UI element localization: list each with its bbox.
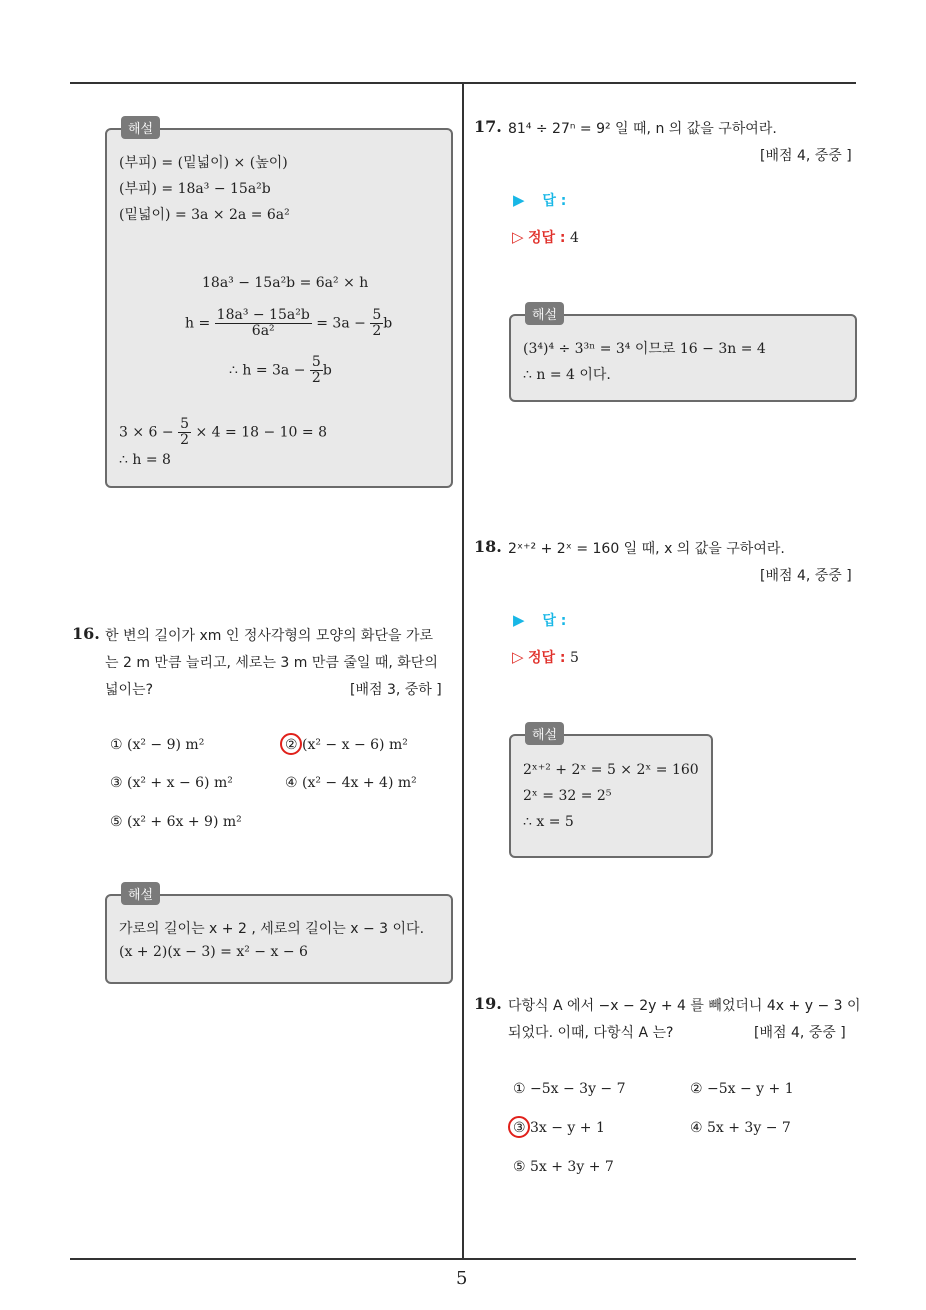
q19-text-line2: 되었다. 이때, 다항식 A 는? [508, 1025, 674, 1041]
page-number: 5 [456, 1268, 468, 1289]
eq4-tail: × 4 = 18 − 10 = 8 [195, 424, 327, 441]
outline-play-icon: ▷ [512, 228, 524, 246]
eq2-denominator: 6a² [251, 323, 275, 339]
eq3-den: 2 [311, 370, 321, 386]
q16-option-4[interactable]: ④ (x² − 4x + 4) m² [285, 775, 417, 791]
q15-expl-eq1: 18a³ − 15a²b = 6a² × h [202, 275, 369, 291]
eq2-fraction [215, 308, 312, 339]
q16-expl-line2: (x + 2)(x − 3) = x² − x − 6 [119, 944, 308, 960]
q16-option-2[interactable]: ② (x² − x − 6) m² [285, 737, 408, 753]
q19-option-5[interactable]: ⑤ 5x + 3y + 7 [513, 1159, 614, 1175]
eq4-num: 5 [180, 416, 190, 432]
explanation-tab: 해설 [121, 882, 160, 905]
outline-play-icon: ▷ [512, 648, 524, 666]
answer-label: 답 : [542, 613, 567, 629]
q18-expl-line3: ∴ x = 5 [523, 814, 574, 830]
q17-expl-line1: (3⁴)⁴ ÷ 3³ⁿ = 3⁴ 이므로 16 − 3n = 4 [523, 341, 766, 357]
eq4-lhs: 3 × 6 − [119, 424, 174, 441]
eq2-mid: = 3a − [316, 315, 366, 332]
eq3-num: 5 [311, 354, 321, 370]
q16-text-line1: 한 변의 길이가 xm 인 정사각형의 모양의 화단을 가로 [105, 628, 434, 644]
explanation-tab: 해설 [525, 722, 564, 745]
q15-explanation-box [105, 122, 453, 488]
q17-correct-value: 4 [569, 230, 579, 246]
q17-number: 17. [474, 117, 502, 136]
explanation-tab: 해설 [525, 302, 564, 325]
correct-label: 정답 : [528, 650, 566, 666]
explanation-tab: 해설 [121, 116, 160, 139]
eq2-small-num: 5 [372, 307, 382, 323]
eq2-lhs: h = [185, 315, 211, 332]
play-icon: ▶ [513, 611, 525, 629]
q18-text: 2ˣ⁺² + 2ˣ = 160 일 때, x 의 값을 구하여라. [508, 541, 785, 557]
q18-expl-line1: 2ˣ⁺² + 2ˣ = 5 × 2ˣ = 160 [523, 762, 699, 778]
column-divider [462, 82, 464, 1260]
eq2-tail: b [383, 315, 393, 332]
q16-option-3[interactable]: ③ (x² + x − 6) m² [110, 775, 233, 791]
q16-number: 16. [72, 624, 100, 643]
q19-number: 19. [474, 994, 502, 1013]
q15-expl-line2: (부피) = 18a³ − 15a²b [119, 181, 271, 197]
q19-selected-mark [508, 1116, 530, 1138]
q16-option-5[interactable]: ⑤ (x² + 6x + 9) m² [110, 814, 242, 830]
eq3-lhs: ∴ h = 3a − [229, 362, 306, 379]
q16-text-line2: 는 2 m 만큼 늘리고, 세로는 3 m 만큼 줄일 때, 화단의 [105, 655, 438, 671]
q15-expl-line3: (밑넓이) = 3a × 2a = 6a² [119, 207, 290, 223]
eq3-fraction [310, 355, 323, 386]
q18-explanation-box [509, 728, 713, 858]
q15-expl-eq5: ∴ h = 8 [119, 452, 171, 468]
eq4-fraction [178, 417, 191, 448]
eq2-small-den: 2 [372, 323, 382, 339]
q16-explanation-box [105, 888, 453, 984]
q16-option-1[interactable]: ① (x² − 9) m² [110, 737, 205, 753]
q15-expl-eq3 [229, 355, 332, 386]
q17-answer-row[interactable] [513, 190, 566, 210]
q17-explanation-box [509, 308, 857, 402]
q18-number: 18. [474, 537, 502, 556]
correct-label: 정답 : [528, 230, 566, 246]
q15-expl-eq2 [185, 308, 392, 339]
answer-label: 답 : [542, 193, 567, 209]
q18-expl-line2: 2ˣ = 32 = 2⁵ [523, 788, 612, 804]
q19-option-2[interactable]: ② −5x − y + 1 [690, 1081, 794, 1097]
q17-correct-row [512, 227, 579, 247]
q17-text: 81⁴ ÷ 27ⁿ = 9² 일 때, n 의 값을 구하여라. [508, 121, 777, 137]
bottom-rule [70, 1258, 856, 1260]
q18-answer-row[interactable] [513, 610, 566, 630]
q18-correct-row [512, 647, 579, 667]
q19-option-3[interactable]: ③ 3x − y + 1 [513, 1120, 605, 1136]
q18-score: [배점 4, 중중 ] [760, 568, 852, 584]
eq2-numerator: 18a³ − 15a²b [216, 307, 310, 323]
q19-option-1[interactable]: ① −5x − 3y − 7 [513, 1081, 626, 1097]
q16-score: [배점 3, 중하 ] [350, 682, 442, 698]
q15-expl-eq4 [119, 417, 327, 448]
q19-option-4[interactable]: ④ 5x + 3y − 7 [690, 1120, 791, 1136]
q16-expl-line1: 가로의 길이는 x + 2 , 세로의 길이는 x − 3 이다. [119, 921, 425, 937]
eq2-small-fraction [370, 308, 383, 339]
q19-text-line1: 다항식 A 에서 −x − 2y + 4 를 빼었더니 4x + y − 3 이 [508, 998, 861, 1014]
q19-score: [배점 4, 중중 ] [754, 1025, 846, 1041]
play-icon: ▶ [513, 191, 525, 209]
q15-expl-line1: (부피) = (밑넓이) × (높이) [119, 155, 288, 171]
eq3-tail: b [322, 362, 332, 379]
q16-text-line3: 넓이는? [105, 682, 154, 698]
q17-score: [배점 4, 중중 ] [760, 148, 852, 164]
eq4-den: 2 [180, 432, 190, 448]
q18-correct-value: 5 [569, 650, 579, 666]
q16-selected-mark [280, 733, 302, 755]
q17-expl-line2: ∴ n = 4 이다. [523, 367, 611, 383]
